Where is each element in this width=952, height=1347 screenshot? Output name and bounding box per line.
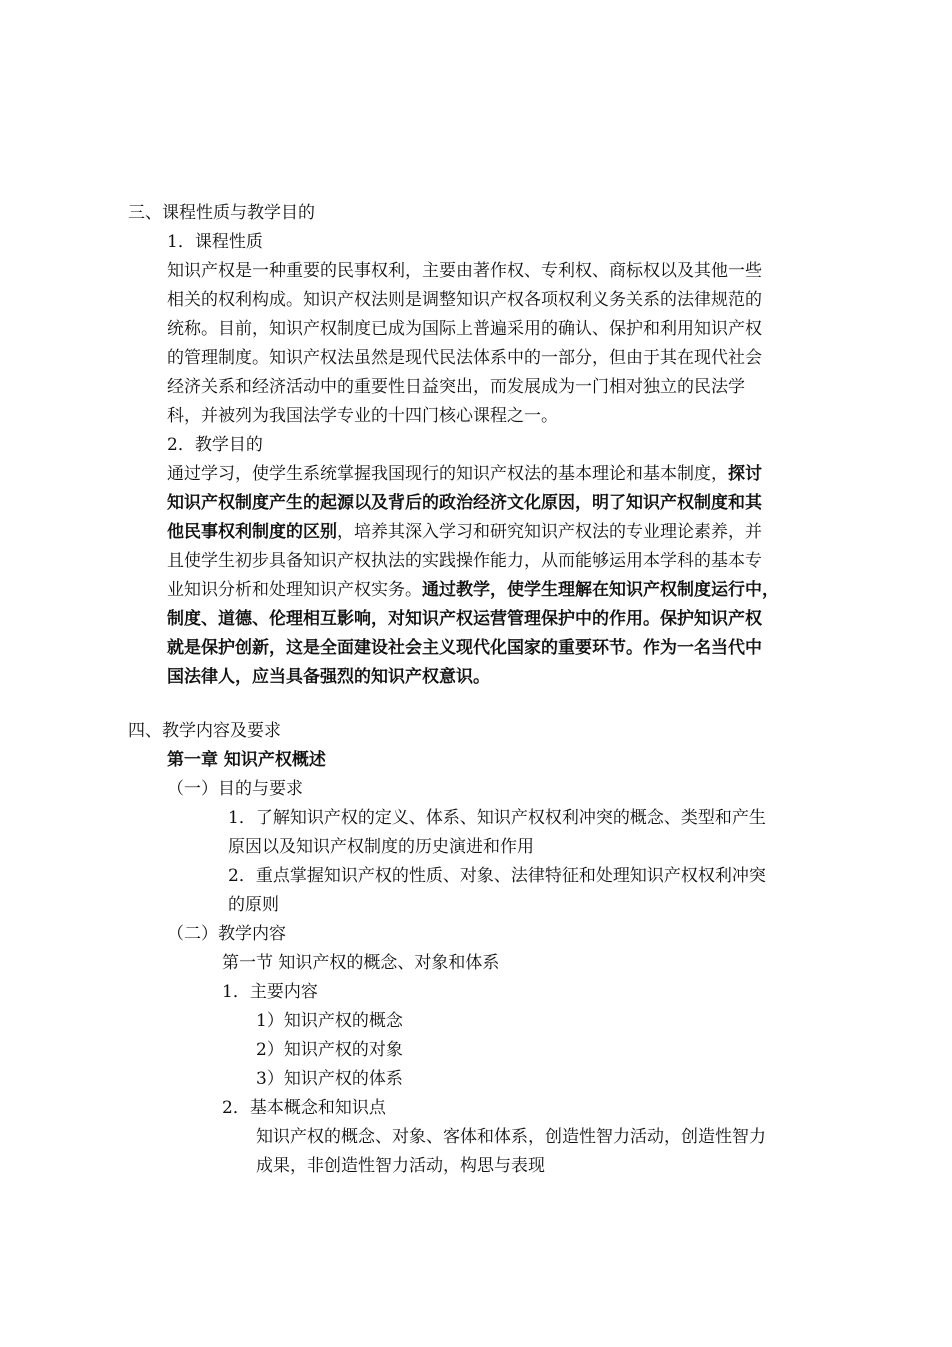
text-normal: ，培养其深入学习和研究知识产权法的专业理论素养，并 <box>337 522 762 542</box>
paragraph-line: 统称。目前，知识产权制度已成为国际上普遍采用的确认、保护和利用知识产权 <box>167 319 762 339</box>
subheading-course-nature: 1．课程性质 <box>167 232 263 252</box>
paragraph-line-bold: 制度、道德、伦理相互影响，对知识产权运营管理保护中的作用。保护知识产权 <box>167 609 762 629</box>
concepts-line: 知识产权的概念、对象、客体和体系，创造性智力活动，创造性智力 <box>256 1127 766 1147</box>
part-1-title: （一）目的与要求 <box>167 779 303 799</box>
concepts-title: 2．基本概念和知识点 <box>222 1098 386 1118</box>
text-bold: 通过教学，使学生理解在知识产权制度运行中， <box>422 580 779 600</box>
paragraph-line-bold: 就是保护创新，这是全面建设社会主义现代化国家的重要环节。作为一名当代中 <box>167 638 762 658</box>
text-normal: 业知识分析和处理知识产权实务。 <box>167 580 422 600</box>
requirement-line: 原因以及知识产权制度的历史演进和作用 <box>228 837 534 857</box>
paragraph-line: 科，并被列为我国法学专业的十四门核心课程之一。 <box>167 406 558 426</box>
requirement-line: 的原则 <box>228 895 279 915</box>
section-1-title: 第一节 知识产权的概念、对象和体系 <box>222 953 500 973</box>
part-2-title: （二）教学内容 <box>167 924 286 944</box>
paragraph-line: 知识产权是一种重要的民事权利，主要由著作权、专利权、商标权以及其他一些 <box>167 261 762 281</box>
paragraph-line-bold: 国法律人，应当具备强烈的知识产权意识。 <box>167 667 490 687</box>
text-normal: 通过学习，使学生系统掌握我国现行的知识产权法的基本理论和基本制度， <box>167 464 728 484</box>
chapter-1-title: 第一章 知识产权概述 <box>167 750 326 770</box>
main-content-title: 1．主要内容 <box>222 982 318 1002</box>
paragraph-line <box>167 518 762 547</box>
text-bold: 探讨 <box>728 464 762 484</box>
subheading-teaching-goal: 2．教学目的 <box>167 435 263 455</box>
section-3-title: 三、课程性质与教学目的 <box>128 203 315 223</box>
requirement-line: 2．重点掌握知识产权的性质、对象、法律特征和处理知识产权权利冲突 <box>228 866 766 886</box>
list-item: 2）知识产权的对象 <box>256 1040 403 1060</box>
concepts-line: 成果，非创造性智力活动，构思与表现 <box>256 1156 545 1176</box>
list-item: 1）知识产权的概念 <box>256 1011 403 1031</box>
paragraph-line <box>167 460 762 489</box>
section-4-title: 四、教学内容及要求 <box>128 721 281 741</box>
paragraph-line-bold: 知识产权制度产生的起源以及背后的政治经济文化原因，明了知识产权制度和其 <box>167 493 762 513</box>
text-bold: 他民事权利制度的区别 <box>167 522 337 542</box>
paragraph-line: 相关的权利构成。知识产权法则是调整知识产权各项权利义务关系的法律规范的 <box>167 290 762 310</box>
paragraph-line: 的管理制度。知识产权法虽然是现代民法体系中的一部分，但由于其在现代社会 <box>167 348 762 368</box>
list-item: 3）知识产权的体系 <box>256 1069 403 1089</box>
requirement-line: 1．了解知识产权的定义、体系、知识产权权利冲突的概念、类型和产生 <box>228 808 766 828</box>
paragraph-line: 经济关系和经济活动中的重要性日益突出，而发展成为一门相对独立的民法学 <box>167 377 745 397</box>
paragraph-line: 且使学生初步具备知识产权执法的实践操作能力，从而能够运用本学科的基本专 <box>167 551 762 571</box>
paragraph-line <box>167 576 779 605</box>
